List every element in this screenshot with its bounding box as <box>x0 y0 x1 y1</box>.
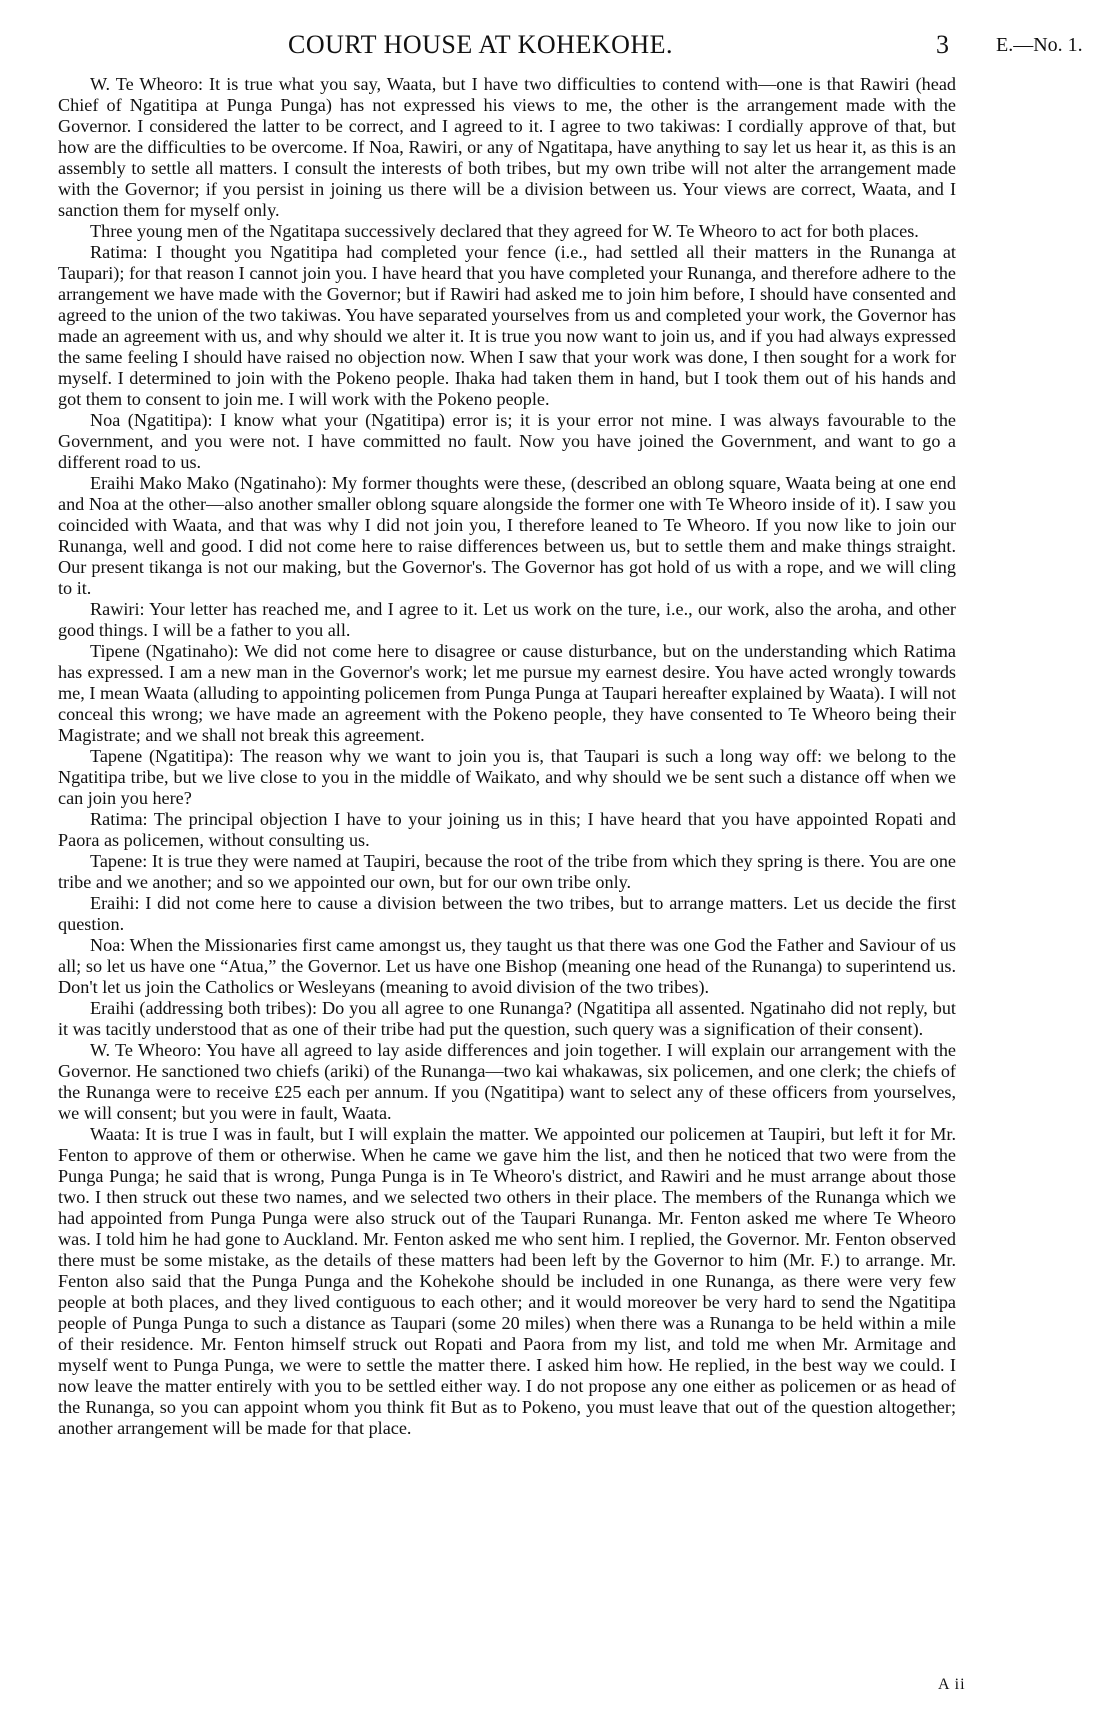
speaker-name: Tipene (Ngatinaho): <box>90 641 239 661</box>
paragraph-text: It is true what you say, Waata, but I have two difficulties to contend with—one is that Rawiri (head Chief of Ngatitipa at Punga Punga) has not expressed his views to me, the other is the arrangement made with the Governor. I considered the latter to be correct, and I agreed to it. I agree to two takiwas: I cordially approve of that, but how are the difficulties to be overcome. If Noa, Rawiri, or any of Ngatitapa, have anything to say let us hear it, as this is an assembly to settle all matters. I consult the interests of both tribes, but my own tribe will not alter the arrangement made with the Governor; if you persist in joining us there will be a division between us. Your views are correct, Waata, and I sanction them for myself only. <box>58 74 956 220</box>
paragraph <box>58 851 956 893</box>
paragraph <box>58 473 956 599</box>
paragraph-text: You have all agreed to lay aside differences and join together. I will explain our arrangement with the Governor. He sanctioned two chiefs (ariki) of the Runanga—two kai whakawas, six policemen, and one clerk; the chiefs of the Runanga were to receive £25 each per annum. If you (Ngatitipa) want to select any of these officers from yourselves, we will consent; but you were in fault, Waata. <box>58 1040 956 1123</box>
speaker-name: Eraihi (addressing both tribes): <box>90 998 318 1018</box>
paragraph-text: Do you all agree to one Runanga? (Ngatitipa all assented. Ngatinaho did not reply, but it was tacitly understood that as one of their tribe had put the question, such query was a signification of their consent). <box>58 998 956 1039</box>
paragraph-text: I thought you Ngatitipa had completed your fence (i.e., had settled all their matters in the Runanga at Taupari); for that reason I cannot join you. I have heard that you have completed your Runanga, and therefore adhere to the arrangement we have made with the Governor; but if Rawiri had asked me to join him before, I should have consented and agreed to the union of the two takiwas. You have separated yourselves from us and completed your work, the Governor has made an agreement with us, and why should we alter it. It is true you now want to join us, and if you had always expressed the same feeling I should have raised no objection now. When I saw that your work was done, I then sought for a work for myself. I determined to join with the Pokeno people. Ihaka had taken them in hand, but I took them out of his hands and got them to consent to join me. I will work with the Pokeno people. <box>58 242 956 409</box>
speaker-name: Ratima: <box>90 809 148 829</box>
page-number: 3 <box>936 30 949 59</box>
speaker-name: Waata: <box>90 1124 141 1144</box>
speaker-name: Eraihi: <box>90 893 140 913</box>
speaker-name: Ratima: <box>90 242 148 262</box>
speaker-name: Rawiri: <box>90 599 145 619</box>
paragraph-text: It is true they were named at Taupiri, because the root of the tribe from which they spring is there. You are one tribe and we another; and so we appointed our own, but for our own tribe only. <box>58 851 956 892</box>
speaker-name: Tapene: <box>90 851 148 871</box>
paragraph <box>58 242 956 410</box>
paragraph-text: It is true I was in fault, but I will explain the matter. We appointed our policemen at Taupiri, but left it for Mr. Fenton to approve of them or otherwise. When he came we gave him the list, and then he noticed that two were from the Punga Punga; he said that is wrong, Punga Punga is in Te Wheoro's district, and Rawiri and he must arrange about those two. I then struck out these two names, and we selected two others in their place. The members of the Runanga which we had appointed from Punga Punga were also struck out of the Taupari Runanga. Mr. Fenton asked me where Te Wheoro was. I told him he had gone to Auckland. Mr. Fenton asked me who sent him. I replied, the Governor. Mr. Fenton observed there must be some mistake, as the details of these matters had been left by the Governor to him (Mr. F.) to arrange. Mr. Fenton also said that the Punga Punga and the Kohekohe should be included in one Runanga, as there were very few people at both places, and they lived contiguous to each other; and it would moreover be very hard to send the Ngatitipa people of Punga Punga to such a distance as Taupari (some 20 miles) when there was a Runanga to be held within a mile of their residence. Mr. Fenton himself struck out Ropati and Paora from my list, and told me when Mr. Armitage and myself went to Punga Punga, we were to settle the matter there. I asked him how. He replied, in the best way we could. I now leave the matter entirely with you to be settled either way. I do not propose any one either as policemen or as head of the Runanga, so you can appoint whom you think fit But as to Pokeno, you must leave that out of the question altogether; another arrangement will be made for that place. <box>58 1124 956 1438</box>
paragraph-text: The reason why we want to join you is, that Taupari is such a long way off: we belong to the Ngatitipa tribe, but we live close to you in the middle of Waikato, and why should we be sent such a distance off when we can join you here? <box>58 746 956 808</box>
paragraph-text: Three young men of the Ngatitapa successively declared that they agreed for W. Te Wheoro to act for both places. <box>90 221 919 241</box>
speaker-name: Noa (Ngatitipa): <box>90 410 213 430</box>
speaker-name: Eraihi Mako Mako (Ngatinaho): <box>90 473 327 493</box>
signature-mark: A ii <box>938 1676 966 1693</box>
paragraph-text: I did not come here to cause a division between the two tribes, but to arrange matters. Let us decide the first question. <box>58 893 956 934</box>
page-title: COURT HOUSE AT KOHEKOHE. <box>288 30 674 59</box>
speaker-name: Noa: <box>90 935 126 955</box>
paragraph <box>58 746 956 809</box>
document-body <box>58 74 956 1439</box>
document-reference: E.—No. 1. <box>996 34 1083 56</box>
paragraph-text: When the Missionaries first came amongst us, they taught us that there was one God the Father and Saviour of us all; so let us have one “Atua,” the Governor. Let us have one Bishop (meaning one head of the Runanga) to superintend us. Don't let us join the Catholics or Wesleyans (meaning to avoid division of the two tribes). <box>58 935 956 997</box>
speaker-name: Tapene (Ngatitipa): <box>90 746 234 766</box>
paragraph <box>58 599 956 641</box>
paragraph <box>58 74 956 221</box>
page-header <box>58 0 1083 60</box>
paragraph-text: My former thoughts were these, (described an oblong square, Waata being at one end and Noa at the other—also another smaller oblong square alongside the former one with Te Wheoro inside of it). I saw you coincided with Waata, and that was why I did not join you, I therefore leaned to Te Wheoro. If you now like to join our Runanga, well and good. I did not come here to raise differences between us, but to settle them and make things straight. Our present tikanga is not our making, but the Governor's. The Governor has got hold of us with a rope, and we will cling to it. <box>58 473 956 598</box>
paragraph <box>58 893 956 935</box>
paragraph-text: I know what your (Ngatitipa) error is; it is your error not mine. I was always favourable to the Government, and you were not. I have committed no fault. Now you have joined the Government, and want to go a different road to us. <box>58 410 956 472</box>
document-page <box>58 0 1083 1714</box>
paragraph <box>58 935 956 998</box>
paragraph <box>58 641 956 746</box>
paragraph-text: Your letter has reached me, and I agree to it. Let us work on the ture, i.e., our work, also the aroha, and other good things. I will be a father to you all. <box>58 599 956 640</box>
paragraph-text: The principal objection I have to your joining us in this; I have heard that you have appointed Ropati and Paora as policemen, without consulting us. <box>58 809 956 850</box>
paragraph <box>58 1040 956 1124</box>
paragraph <box>58 1124 956 1439</box>
speaker-name: W. Te Wheoro: <box>90 1040 202 1060</box>
paragraph <box>58 809 956 851</box>
speaker-name: W. Te Wheoro: <box>90 74 204 94</box>
paragraph <box>58 410 956 473</box>
paragraph-text: We did not come here to disagree or cause disturbance, but on the understanding which Ratima has expressed. I am a new man in the Governor's work; let me pursue my earnest desire. You have acted wrongly towards me, I mean Waata (alluding to appointing policemen from Punga Punga at Taupari hereafter explained by Waata). I will not conceal this wrong; we have made an agreement with the Pokeno people, they have consented to Te Wheoro being their Magistrate; and we shall not break this agreement. <box>58 641 956 745</box>
paragraph <box>58 998 956 1040</box>
paragraph <box>58 221 956 242</box>
